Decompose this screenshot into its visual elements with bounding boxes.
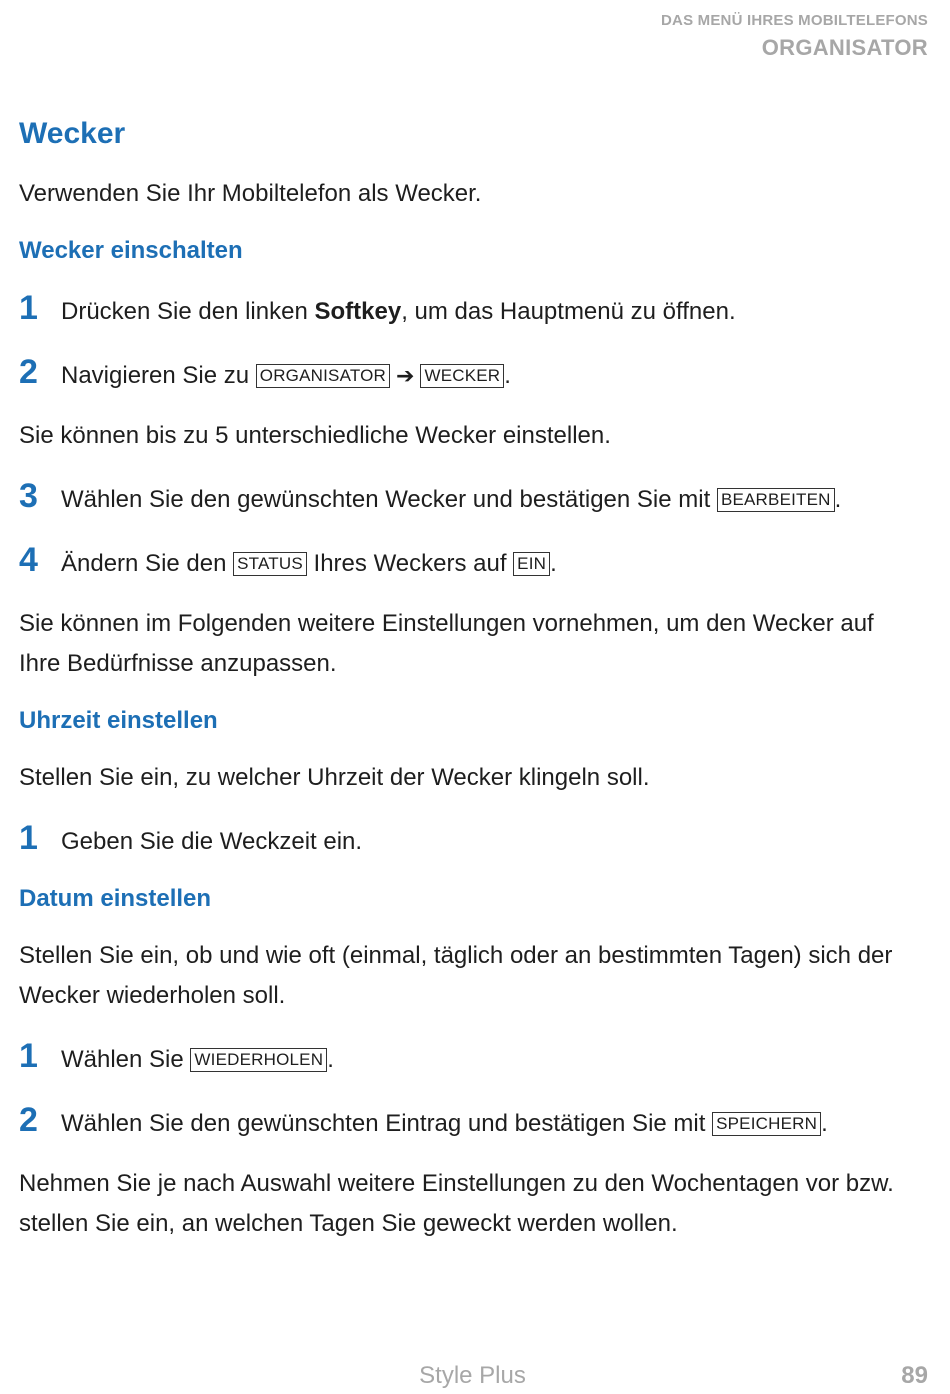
step-text: Wählen Sie WIEDERHOLEN . [61,1046,334,1073]
step-text: Wählen Sie den gewünschten Wecker und bestätigen Sie mit BEARBEITEN . [61,486,842,513]
note-text: Sie können bis zu 5 unterschiedliche Wecker einstellen. [19,422,611,449]
page-number: 89 [901,1362,928,1389]
intro-text: Verwenden Sie Ihr Mobiltelefon als Wecker. [19,180,482,207]
datum-step-1 [19,1036,919,1080]
step-text: Wählen Sie den gewünschten Eintrag und bestätigen Sie mit SPEICHERN . [61,1110,828,1137]
heading-datum-einstellen: Datum einstellen [19,885,212,912]
softkey-term: Softkey [314,298,402,325]
key-ein: EIN [513,552,550,576]
key-wecker: WECKER [420,364,504,388]
arrow-right-icon: ➔ [396,363,415,388]
more-settings-text: Sie können im Folgenden weitere Einstellungen vornehmen, um den Wecker auf Ihre Bedürfnisse anzupassen. [19,610,874,677]
step-text: Navigieren Sie zu ORGANISATOR ➔ WECKER . [61,362,511,389]
uhrzeit-text: Stellen Sie ein, zu welcher Uhrzeit der Wecker klingeln soll. [19,764,650,791]
step-text: Ändern Sie den STATUS Ihres Weckers auf EIN . [61,550,557,577]
step-number: 1 [19,819,38,857]
chapter-label: DAS MENÜ IHRES MOBILTELEFONS [661,12,928,29]
step-number: 2 [19,353,38,391]
key-wiederholen: WIEDERHOLEN [190,1048,327,1072]
step-2 [19,352,919,396]
step-4 [19,540,919,584]
page-title: Wecker [19,117,126,150]
step-number: 1 [19,289,38,327]
page-content [19,114,919,1244]
section-label: ORGANISATOR [761,35,928,60]
key-organisator: ORGANISATOR [256,364,390,388]
key-status: STATUS [233,552,307,576]
step-1 [19,288,919,332]
datum-step-2 [19,1100,919,1144]
step-number: 3 [19,477,38,515]
running-header [661,12,928,61]
step-text: Geben Sie die Weckzeit ein. [61,828,363,855]
step-3 [19,476,919,520]
key-speichern: SPEICHERN [712,1112,821,1136]
heading-uhrzeit-einstellen: Uhrzeit einstellen [19,707,218,734]
key-bearbeiten: BEARBEITEN [717,488,835,512]
step-number: 4 [19,541,38,579]
step-number: 1 [19,1037,38,1075]
outro-text: Nehmen Sie je nach Auswahl weitere Einstellungen zu den Wochentagen vor bzw. stellen Sie ein, an welchen Tagen Sie geweckt werden wollen. [19,1170,894,1237]
footer-product-name: Style Plus [419,1362,526,1389]
step-text: Drücken Sie den linken Softkey, um das Hauptmenü zu öffnen. [61,298,736,325]
step-number: 2 [19,1101,38,1139]
heading-wecker-einschalten: Wecker einschalten [19,237,243,264]
uhrzeit-step-1 [19,818,919,862]
datum-text: Stellen Sie ein, ob und wie oft (einmal, täglich oder an bestimmten Tagen) sich der Wecker wiederholen soll. [19,942,893,1009]
